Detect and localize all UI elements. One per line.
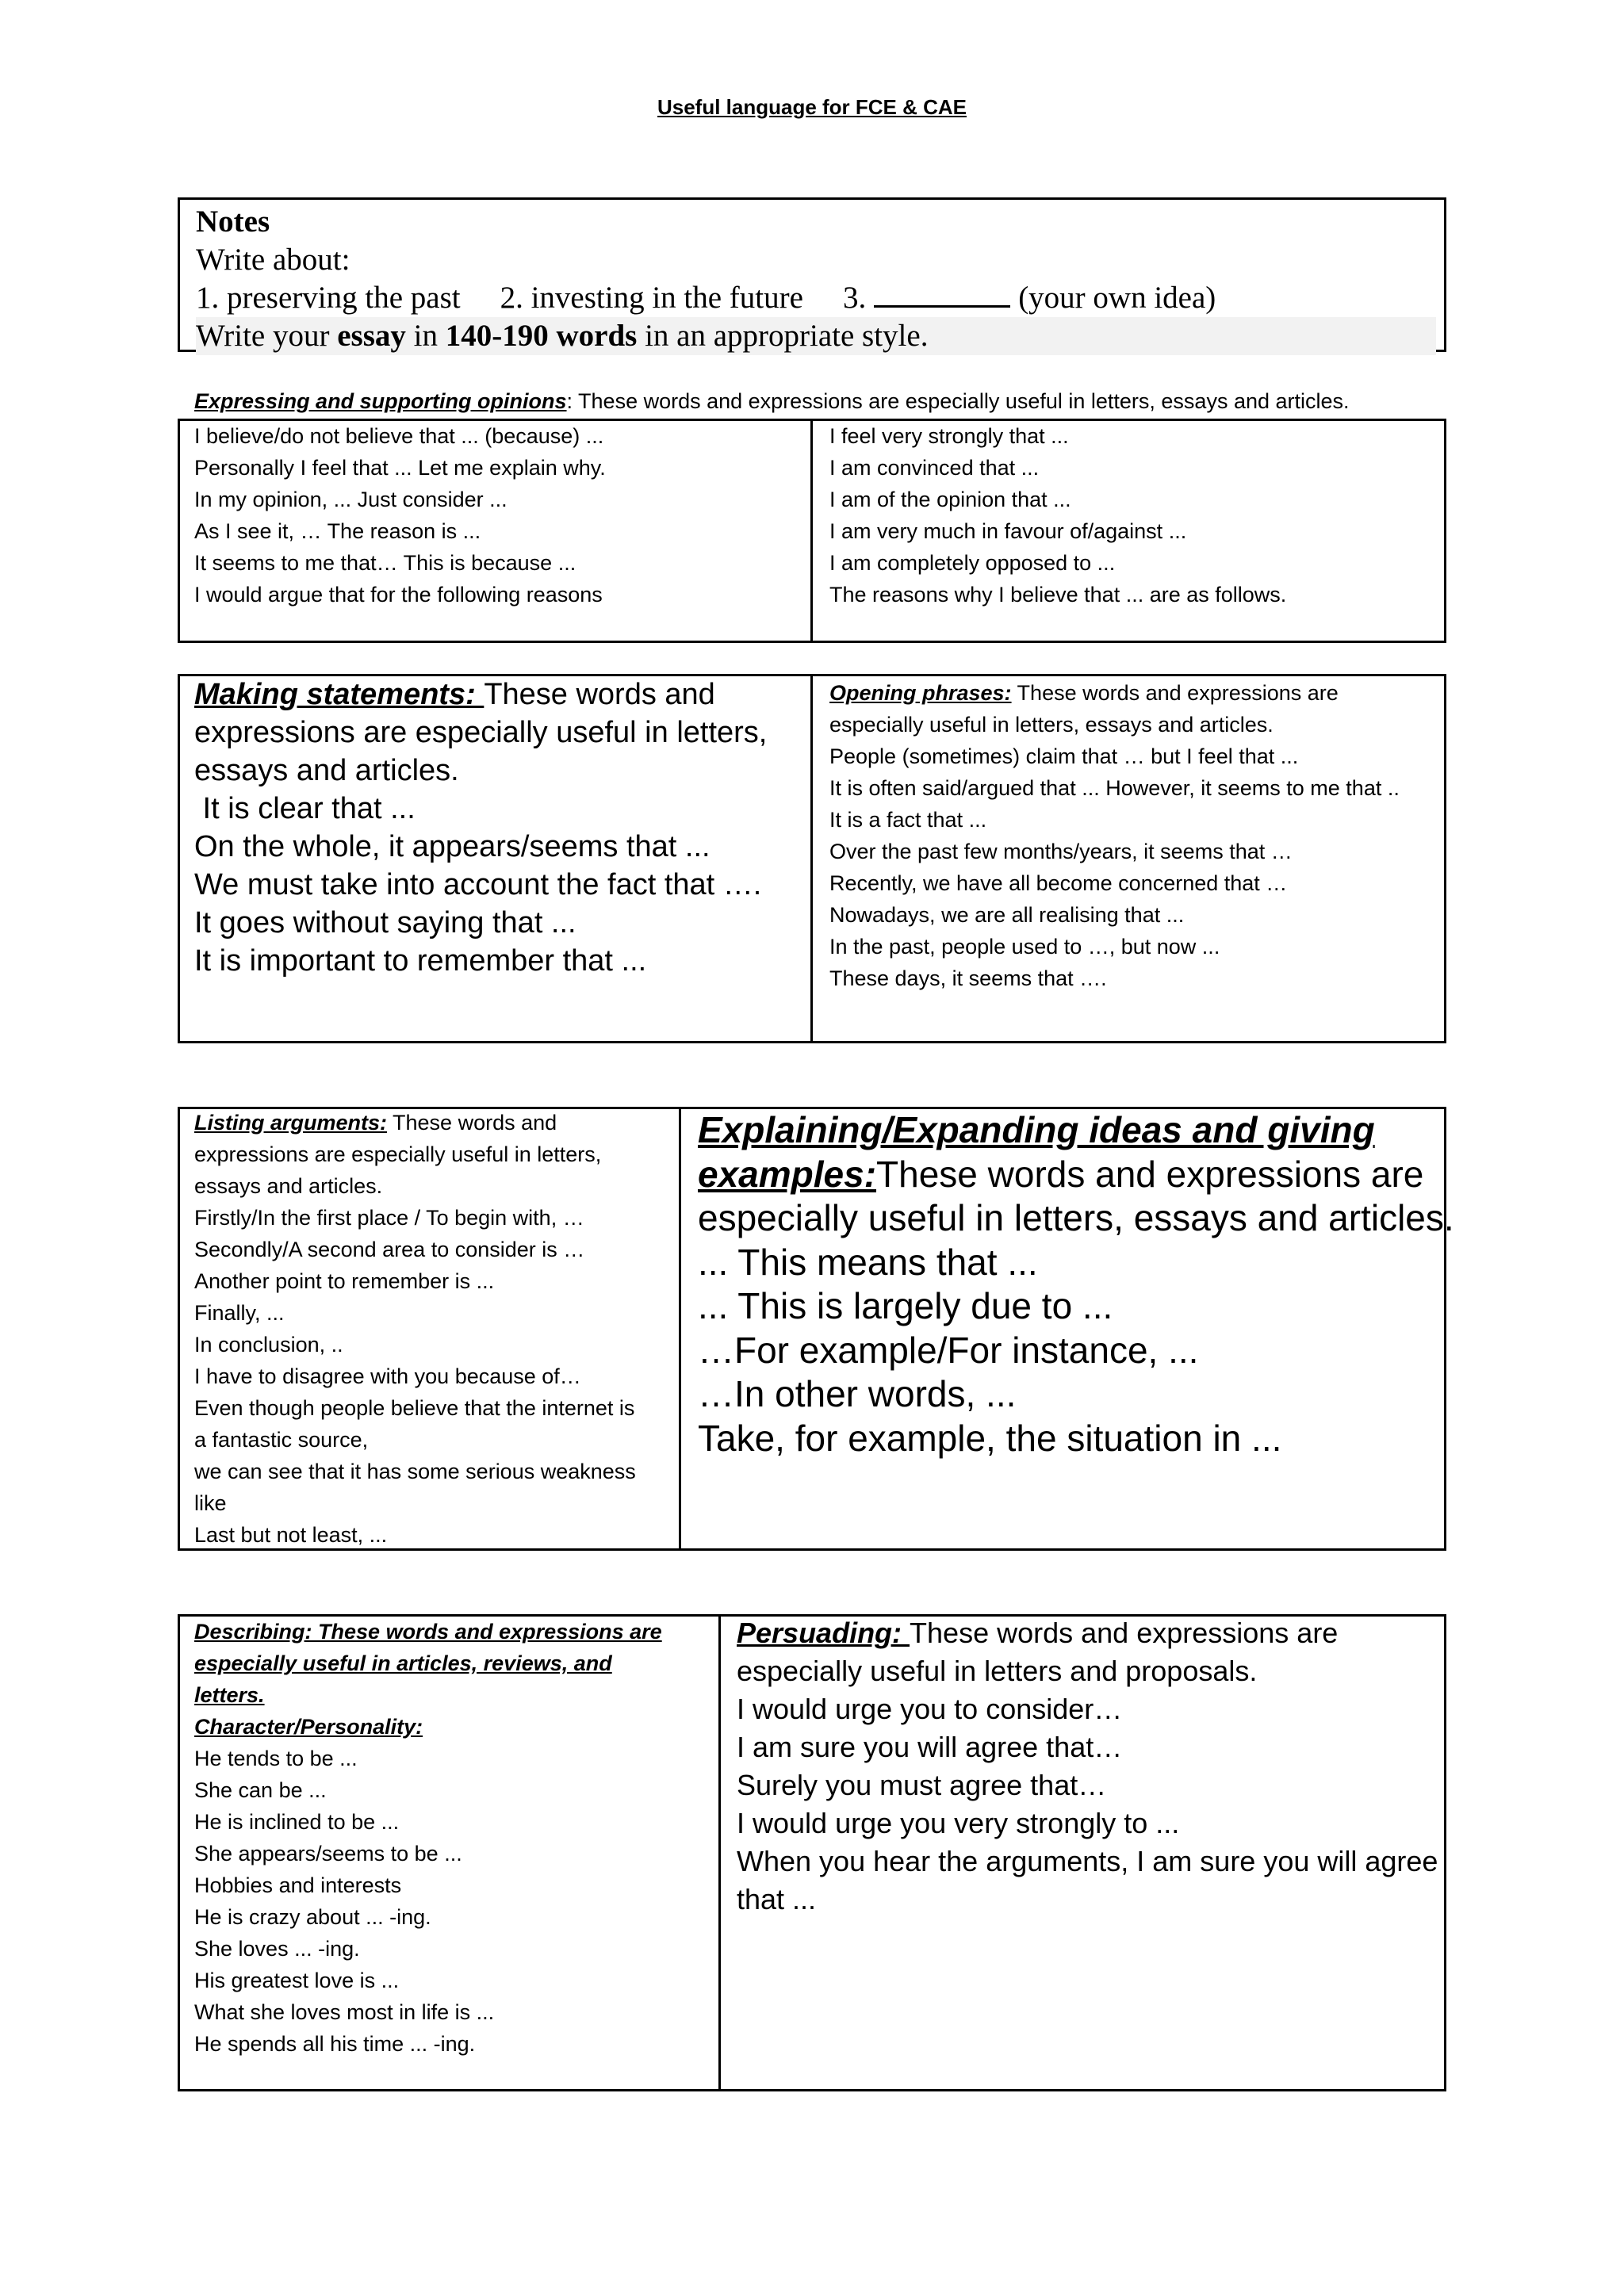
describing-phrase: His greatest love is ... bbox=[194, 1969, 400, 1992]
opening-phrase: Recently, we have all become concerned that … bbox=[829, 871, 1288, 895]
explaining-column bbox=[698, 1108, 1454, 1460]
describing-phrase: She loves ... -ing. bbox=[194, 1937, 360, 1961]
explaining-heading-examples: examples: bbox=[698, 1153, 877, 1195]
opinions-right-column bbox=[829, 420, 1286, 610]
opening-phrase: Over the past few months/years, it seems that … bbox=[829, 840, 1293, 863]
statements-intro: These words and bbox=[484, 678, 715, 711]
persuading-heading-line bbox=[737, 1614, 1438, 1652]
opinions-heading: Expressing and supporting opinions bbox=[194, 389, 567, 413]
describing-phrase: She appears/seems to be ... bbox=[194, 1842, 462, 1866]
opening-heading-line bbox=[829, 677, 1400, 709]
opinion-phrase: As I see it, … The reason is ... bbox=[194, 519, 481, 543]
persuading-phrase: I am sure you will agree that… bbox=[737, 1731, 1123, 1763]
notes-items bbox=[196, 279, 1444, 317]
opening-phrase: In the past, people used to …, but now ... bbox=[829, 935, 1220, 959]
opinions-left-column bbox=[194, 420, 606, 610]
notes-blank-line bbox=[874, 281, 1010, 308]
statement-phrase: essays and articles. bbox=[194, 754, 459, 787]
describing-phrase: What she loves most in life is ... bbox=[194, 2000, 495, 2024]
notes-item-3-prefix: 3. bbox=[842, 281, 867, 315]
listing-phrase: I have to disagree with you because of… bbox=[194, 1364, 581, 1388]
opening-phrase: It is a fact that ... bbox=[829, 808, 987, 832]
persuading-intro: These words and expressions are bbox=[910, 1617, 1339, 1649]
persuading-phrase: that ... bbox=[737, 1883, 817, 1915]
instr-essay: essay bbox=[337, 319, 406, 353]
page-title: Useful language for FCE & CAE bbox=[657, 95, 967, 119]
listing-phrase: like bbox=[194, 1491, 227, 1515]
listing-divider bbox=[679, 1107, 681, 1551]
listing-phrase: expressions are especially useful in letters, bbox=[194, 1142, 602, 1166]
describing-heading: letters. bbox=[194, 1683, 265, 1707]
statement-phrase: It is important to remember that ... bbox=[194, 944, 647, 978]
listing-heading-line bbox=[194, 1107, 636, 1138]
describing-phrase: She can be ... bbox=[194, 1778, 327, 1802]
notes-item-1: 1. preserving the past bbox=[196, 281, 461, 315]
listing-column bbox=[194, 1107, 636, 1551]
opinion-phrase: I believe/do not believe that ... (because) ... bbox=[194, 424, 604, 448]
opinions-intro bbox=[194, 389, 1350, 414]
notes-instruction bbox=[196, 317, 1436, 355]
describing-phrase: He is inclined to be ... bbox=[194, 1810, 400, 1834]
describing-divider bbox=[718, 1614, 721, 2091]
notes-box bbox=[178, 197, 1446, 352]
describing-heading: Describing: These words and expressions are bbox=[194, 1620, 662, 1644]
describing-phrase: He spends all his time ... -ing. bbox=[194, 2032, 476, 2056]
opinion-phrase: The reasons why I believe that ... are as follows. bbox=[829, 583, 1287, 607]
describing-phrase: Hobbies and interests bbox=[194, 1873, 402, 1897]
explaining-phrase: ... This is largely due to ... bbox=[698, 1285, 1113, 1326]
opinion-phrase: I am very much in favour of/against ... bbox=[829, 519, 1187, 543]
explaining-phrase: …For example/For instance, ... bbox=[698, 1329, 1199, 1371]
notes-heading: Notes bbox=[196, 205, 270, 239]
explaining-phrase: Take, for example, the situation in ... bbox=[698, 1417, 1282, 1459]
opening-phrase: People (sometimes) claim that … but I feel that ... bbox=[829, 744, 1299, 768]
statement-phrase: expressions are especially useful in letters, bbox=[194, 716, 768, 749]
opening-phrase: These days, it seems that …. bbox=[829, 966, 1107, 990]
opinion-phrase: Personally I feel that ... Let me explain why. bbox=[194, 456, 606, 480]
opinions-intro-text: : These words and expressions are especially useful in letters, essays and articles. bbox=[566, 389, 1350, 413]
instr-part-c: in bbox=[405, 319, 446, 353]
describing-heading: especially useful in articles, reviews, and bbox=[194, 1651, 612, 1675]
explaining-phrase: especially useful in letters, essays and articles. bbox=[698, 1197, 1454, 1238]
listing-phrase: Firstly/In the first place / To begin with, … bbox=[194, 1206, 584, 1230]
opening-heading: Opening phrases: bbox=[829, 681, 1012, 705]
statements-divider bbox=[810, 674, 813, 1043]
persuading-phrase: I would urge you very strongly to ... bbox=[737, 1807, 1180, 1839]
listing-phrase: we can see that it has some serious weakness bbox=[194, 1460, 636, 1483]
statements-heading-line bbox=[194, 675, 767, 714]
listing-phrase: a fantastic source, bbox=[194, 1428, 369, 1452]
persuading-phrase: I would urge you to consider… bbox=[737, 1693, 1123, 1725]
listing-phrase: Even though people believe that the internet is bbox=[194, 1396, 635, 1420]
instr-part-a: Write your bbox=[196, 319, 338, 353]
persuading-phrase: When you hear the arguments, I am sure you will agree bbox=[737, 1845, 1438, 1877]
listing-heading: Listing arguments: bbox=[194, 1111, 388, 1135]
listing-phrase: Last but not least, ... bbox=[194, 1523, 388, 1547]
instr-word-count: 140-190 words bbox=[445, 319, 638, 353]
describing-phrase: He tends to be ... bbox=[194, 1747, 358, 1770]
notes-write-about: Write about: bbox=[196, 243, 350, 277]
notes-item-3-suffix: (your own idea) bbox=[1018, 281, 1216, 315]
explaining-phrase: …In other words, ... bbox=[698, 1373, 1017, 1414]
opening-intro: These words and expressions are bbox=[1011, 681, 1339, 705]
opinion-phrase: I would argue that for the following reasons bbox=[194, 583, 603, 607]
listing-phrase: In conclusion, .. bbox=[194, 1333, 343, 1357]
statements-column bbox=[194, 675, 767, 980]
listing-intro: These words and bbox=[387, 1111, 557, 1135]
opening-phrase: It is often said/argued that ... However, it seems to me that .. bbox=[829, 776, 1400, 800]
statement-phrase: We must take into account the fact that …. bbox=[194, 868, 762, 901]
opinion-phrase: I feel very strongly that ... bbox=[829, 424, 1069, 448]
statements-heading: Making statements: bbox=[194, 678, 485, 711]
opinion-phrase: In my opinion, ... Just consider ... bbox=[194, 488, 508, 511]
explaining-heading: Explaining/Expanding ideas and giving bbox=[698, 1109, 1375, 1150]
listing-phrase: essays and articles. bbox=[194, 1174, 383, 1198]
statement-phrase: It goes without saying that ... bbox=[194, 906, 576, 939]
explaining-phrase: ... This means that ... bbox=[698, 1241, 1038, 1283]
instr-part-e: in an appropriate style. bbox=[637, 319, 929, 353]
explaining-heading-line2 bbox=[698, 1153, 1454, 1197]
opinion-phrase: I am of the opinion that ... bbox=[829, 488, 1071, 511]
notes-item-2: 2. investing in the future bbox=[500, 281, 803, 315]
persuading-column bbox=[737, 1614, 1438, 1919]
describing-column bbox=[194, 1616, 662, 2060]
persuading-phrase: especially useful in letters and proposals. bbox=[737, 1655, 1258, 1687]
listing-phrase: Another point to remember is ... bbox=[194, 1269, 495, 1293]
opening-phrase: Nowadays, we are all realising that ... bbox=[829, 903, 1185, 927]
persuading-phrase: Surely you must agree that… bbox=[737, 1769, 1107, 1801]
statement-phrase: It is clear that ... bbox=[194, 792, 416, 825]
opinions-divider bbox=[810, 419, 813, 643]
opening-phrase: especially useful in letters, essays and articles. bbox=[829, 713, 1274, 737]
opening-column bbox=[829, 677, 1400, 994]
describing-subheading: Character/Personality: bbox=[194, 1715, 423, 1739]
statement-phrase: On the whole, it appears/seems that ... bbox=[194, 830, 710, 863]
listing-phrase: Secondly/A second area to consider is … bbox=[194, 1238, 585, 1261]
explaining-intro: These words and expressions are bbox=[876, 1153, 1424, 1195]
describing-phrase: He is crazy about ... -ing. bbox=[194, 1905, 431, 1929]
opinion-phrase: It seems to me that… This is because ... bbox=[194, 551, 576, 575]
opinion-phrase: I am completely opposed to ... bbox=[829, 551, 1116, 575]
listing-phrase: Finally, ... bbox=[194, 1301, 285, 1325]
opinion-phrase: I am convinced that ... bbox=[829, 456, 1040, 480]
persuading-heading: Persuading: bbox=[737, 1617, 910, 1649]
